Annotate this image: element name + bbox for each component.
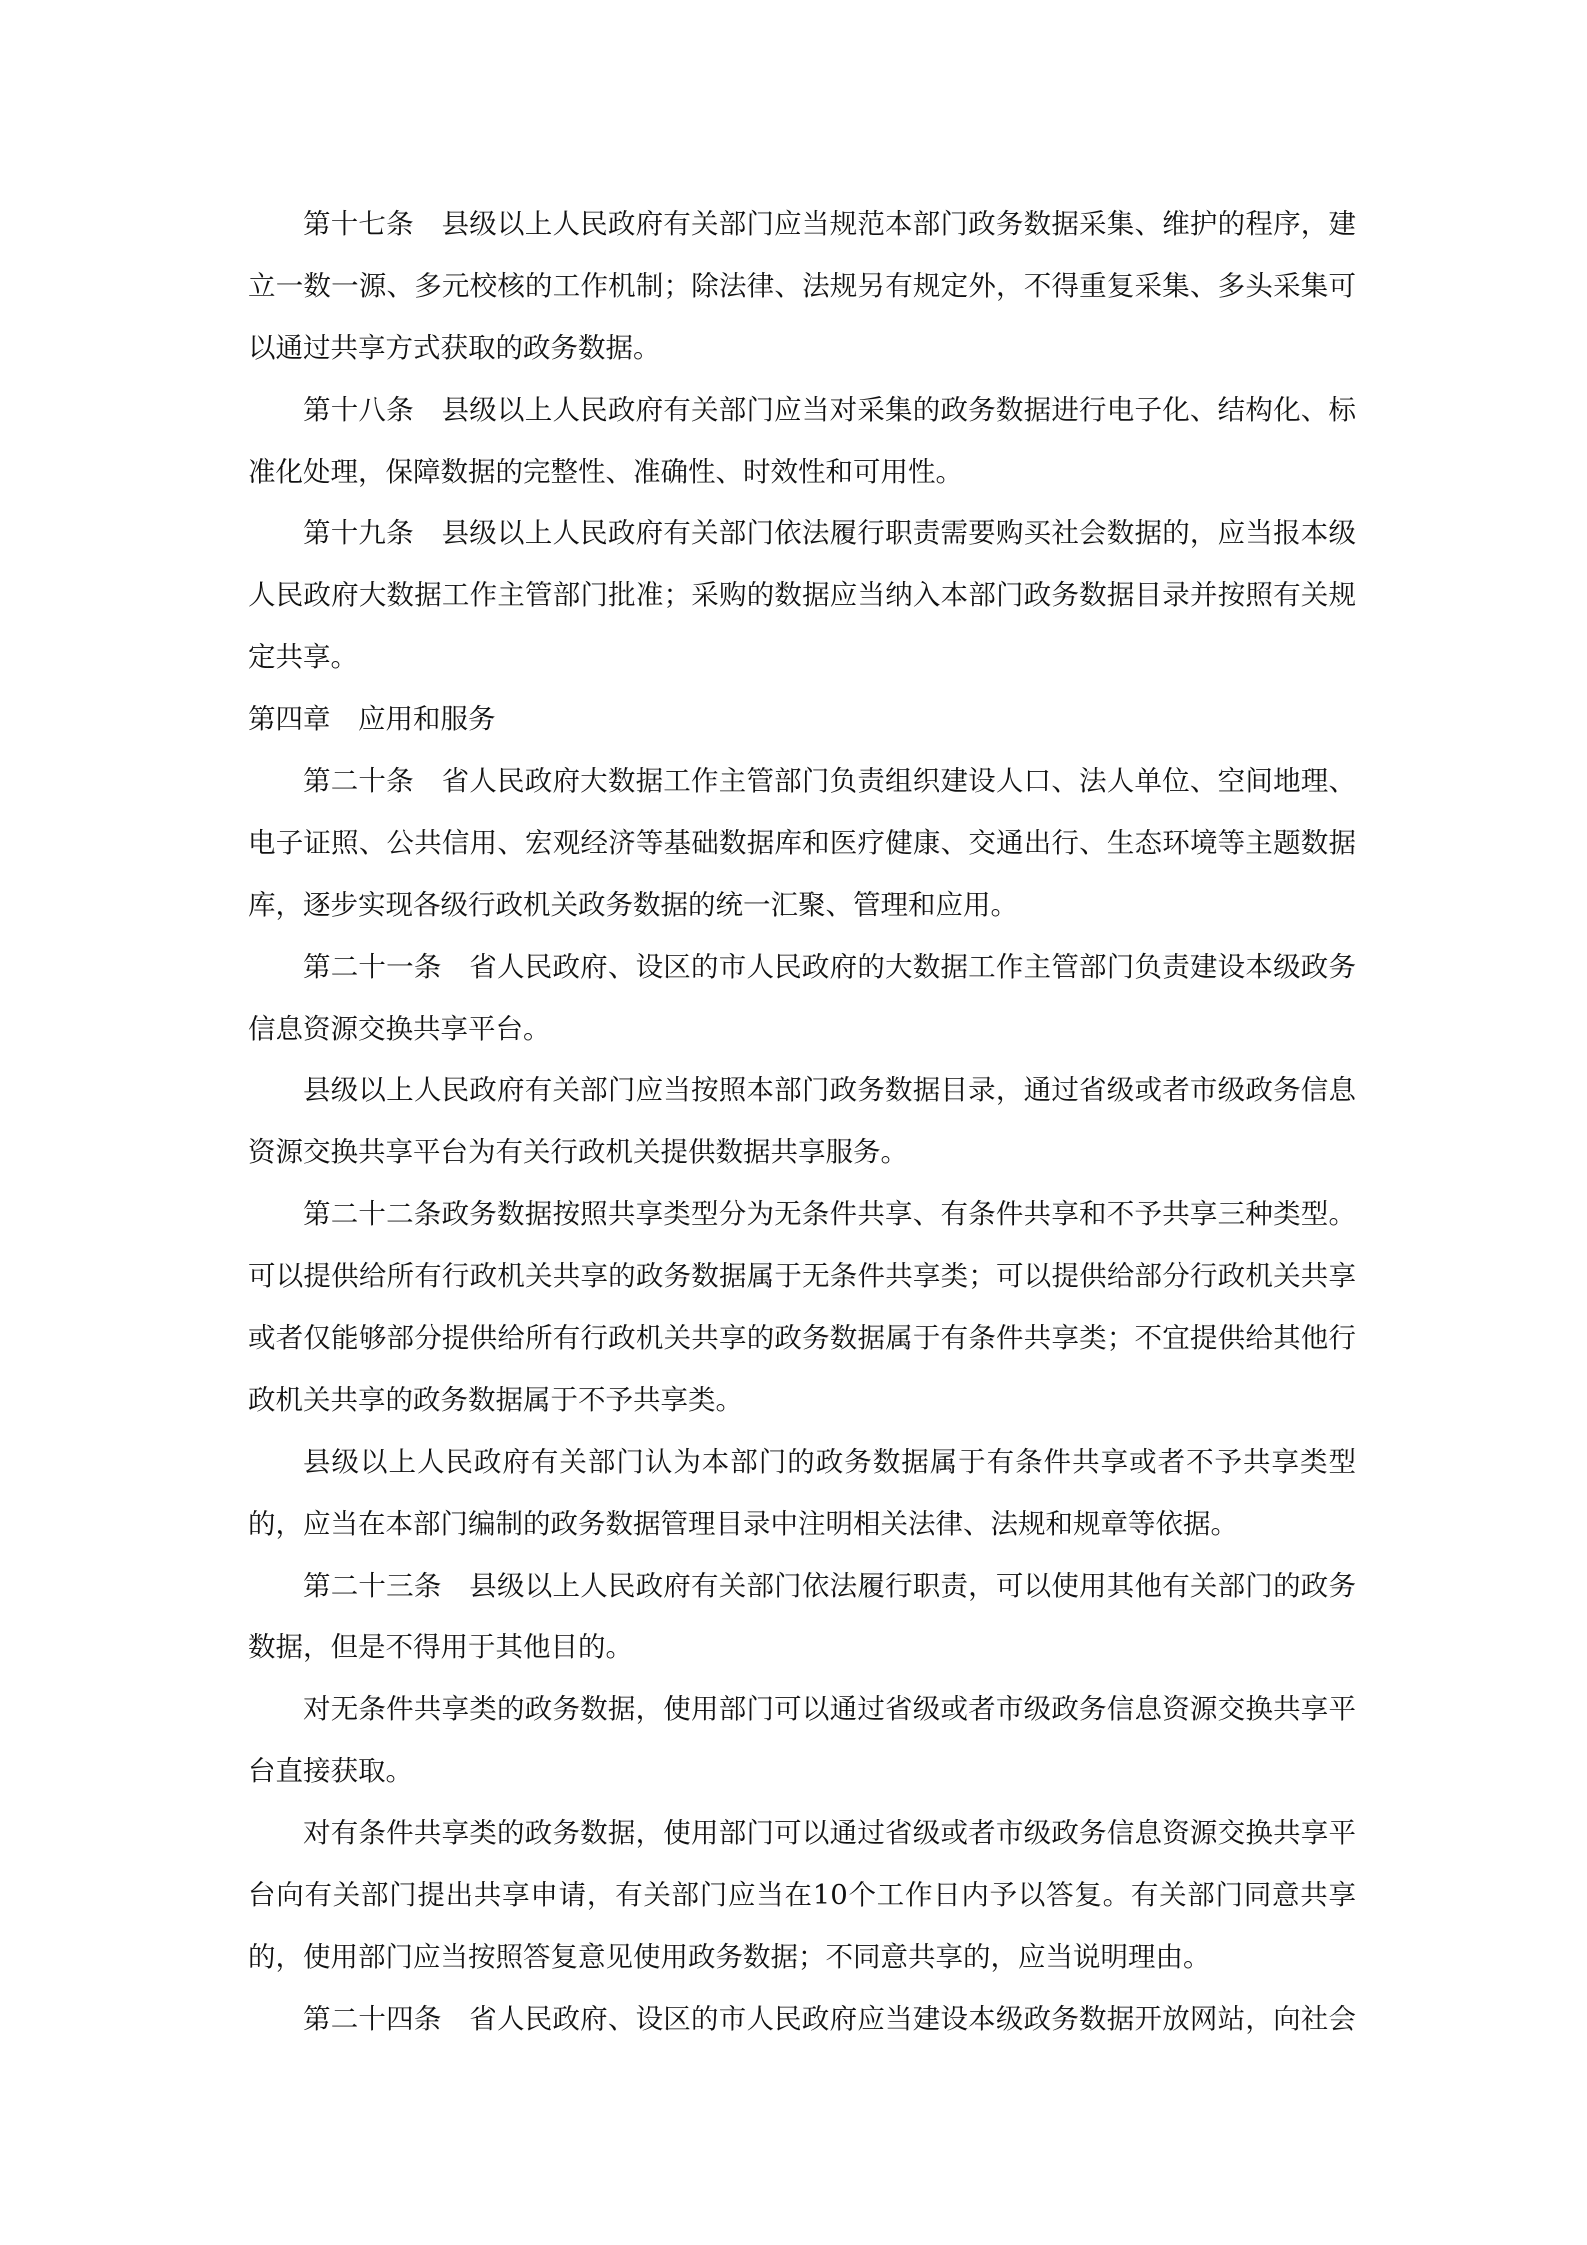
text-line: 人民政府大数据工作主管部门批准；采购的数据应当纳入本部门政务数据目录并按照有关规 [248, 579, 1356, 612]
text-line: 对有条件共享类的政务数据，使用部门可以通过省级或者市级政务信息资源交换共享平 [303, 1817, 1356, 1850]
text-line: 第二十条 省人民政府大数据工作主管部门负责组织建设人口、法人单位、空间地理、 [303, 765, 1356, 798]
text-line: 立一数一源、多元校核的工作机制；除法律、法规另有规定外，不得重复采集、多头采集可 [248, 269, 1356, 302]
text-line: 第二十一条 省人民政府、设区的市人民政府的大数据工作主管部门负责建设本级政务 [303, 950, 1356, 983]
paragraph [248, 380, 1356, 504]
text-line: 可以提供给所有行政机关共享的政务数据属于无条件共享类；可以提供给部分行政机关共享 [248, 1260, 1356, 1293]
text-line: 的，使用部门应当按照答复意见使用政务数据；不同意共享的，应当说明理由。 [248, 1940, 1211, 1973]
paragraph [248, 1060, 1356, 1184]
text-line: 资源交换共享平台为有关行政机关提供数据共享服务。 [248, 1136, 908, 1169]
paragraph [248, 751, 1356, 937]
text-line: 定共享。 [248, 641, 358, 674]
text-line: 以通过共享方式获取的政务数据。 [248, 331, 661, 364]
text-line: 信息资源交换共享平台。 [248, 1012, 551, 1045]
text-line: 或者仅能够部分提供给所有行政机关共享的政务数据属于有条件共享类；不宜提供给其他行 [248, 1322, 1356, 1355]
paragraph [248, 503, 1356, 689]
text-line: 政机关共享的政务数据属于不予共享类。 [248, 1383, 743, 1416]
text-line: 台向有关部门提出共享申请，有关部门应当在10个工作日内予以答复。有关部门同意共享 [248, 1879, 1356, 1912]
paragraph [248, 1432, 1356, 1556]
paragraph [248, 1556, 1356, 1680]
text-line: 电子证照、公共信用、宏观经济等基础数据库和医疗健康、交通出行、生态环境等主题数据 [248, 826, 1356, 859]
text-line: 库，逐步实现各级行政机关政务数据的统一汇聚、管理和应用。 [248, 888, 1018, 921]
text-line: 第二十二条政务数据按照共享类型分为无条件共享、有条件共享和不予共享三种类型。 [303, 1198, 1356, 1231]
text-line: 第十七条 县级以上人民政府有关部门应当规范本部门政务数据采集、维护的程序，建 [303, 208, 1356, 240]
chapter-heading [248, 689, 1356, 751]
text-line: 对无条件共享类的政务数据，使用部门可以通过省级或者市级政务信息资源交换共享平 [303, 1693, 1356, 1726]
paragraph [248, 194, 1356, 380]
text-line: 第二十四条 省人民政府、设区的市人民政府应当建设本级政务数据开放网站，向社会 [303, 2002, 1356, 2035]
text-line: 第二十三条 县级以上人民政府有关部门依法履行职责，可以使用其他有关部门的政务 [303, 1569, 1356, 1602]
text-line: 准化处理，保障数据的完整性、准确性、时效性和可用性。 [248, 455, 963, 488]
text-line: 县级以上人民政府有关部门应当按照本部门政务数据目录，通过省级或者市级政务信息 [303, 1074, 1356, 1107]
paragraph [248, 1679, 1356, 1803]
text-line: 数据，但是不得用于其他目的。 [248, 1631, 633, 1664]
paragraph [248, 1184, 1356, 1432]
paragraph [248, 937, 1356, 1061]
text-line: 第四章 应用和服务 [248, 703, 496, 736]
text-line: 第十八条 县级以上人民政府有关部门应当对采集的政务数据进行电子化、结构化、标 [303, 393, 1356, 426]
text-line: 台直接获取。 [248, 1755, 413, 1788]
text-line: 的，应当在本部门编制的政务数据管理目录中注明相关法律、法规和规章等依据。 [248, 1507, 1238, 1540]
text-line: 第十九条 县级以上人民政府有关部门依法履行职责需要购买社会数据的，应当报本级 [303, 517, 1356, 550]
paragraph [248, 1803, 1356, 1989]
text-line: 县级以上人民政府有关部门认为本部门的政务数据属于有条件共享或者不予共享类型 [303, 1445, 1356, 1478]
document-body [248, 194, 1356, 2051]
paragraph [248, 1989, 1356, 2051]
